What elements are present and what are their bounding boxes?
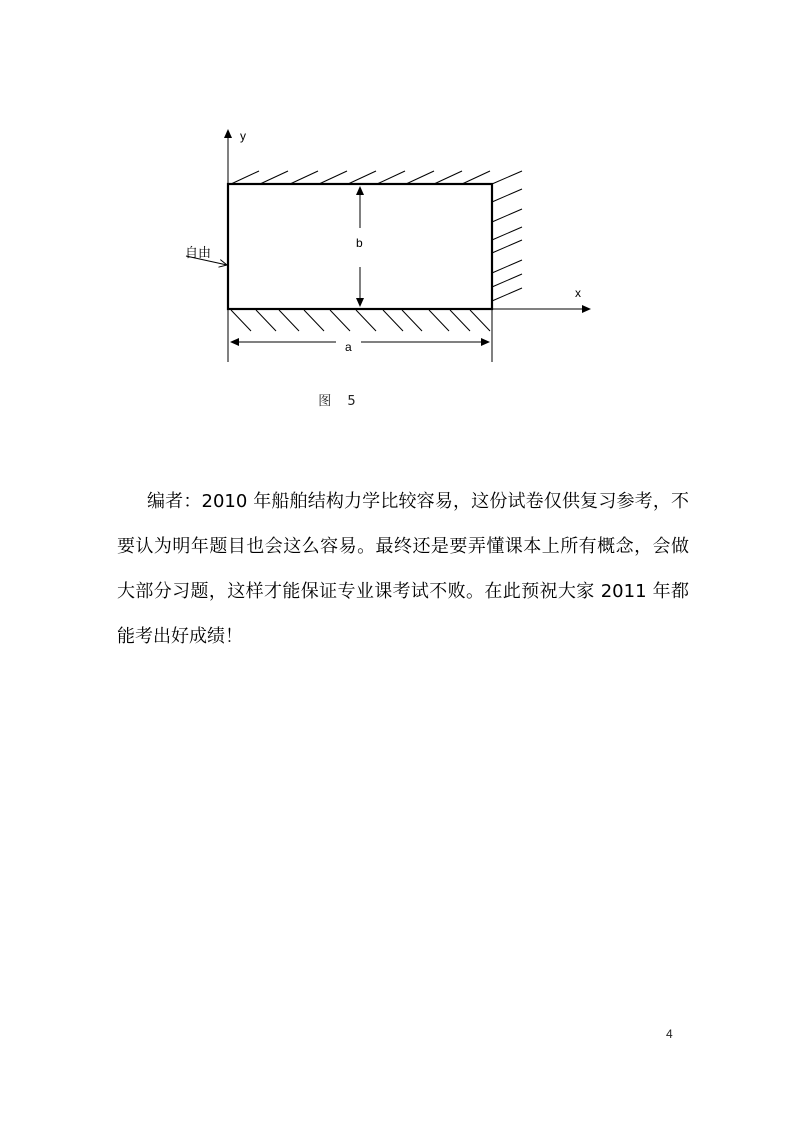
- width-label-a: a: [345, 340, 352, 354]
- free-edge-label: 自由: [185, 246, 212, 261]
- height-label-b: b: [356, 236, 363, 250]
- x-axis-label: x: [575, 286, 581, 300]
- top-edge-hatching: [231, 171, 490, 184]
- y-axis-label: y: [240, 129, 246, 143]
- editor-note: [117, 479, 689, 659]
- figure-plate-diagram: [0, 0, 800, 420]
- editor-note-paragraph: 编者：2010 年船舶结构力学比较容易，这份试卷仅供复习参考，不要认为明年题目也会这么容易。最终还是要弄懂课本上所有概念，会做大部分习题，这样才能保证专业课考试不败。在此预祝大家 2011 年都能考出好成绩！: [117, 491, 689, 647]
- width-dimension-a: [228, 310, 492, 362]
- figure-caption: 图 5: [318, 394, 362, 409]
- page-number: 4: [666, 1027, 673, 1041]
- right-edge-hatching: [492, 171, 522, 301]
- bottom-edge-hatching: [231, 310, 490, 331]
- plate-diagram-svg: [0, 0, 800, 420]
